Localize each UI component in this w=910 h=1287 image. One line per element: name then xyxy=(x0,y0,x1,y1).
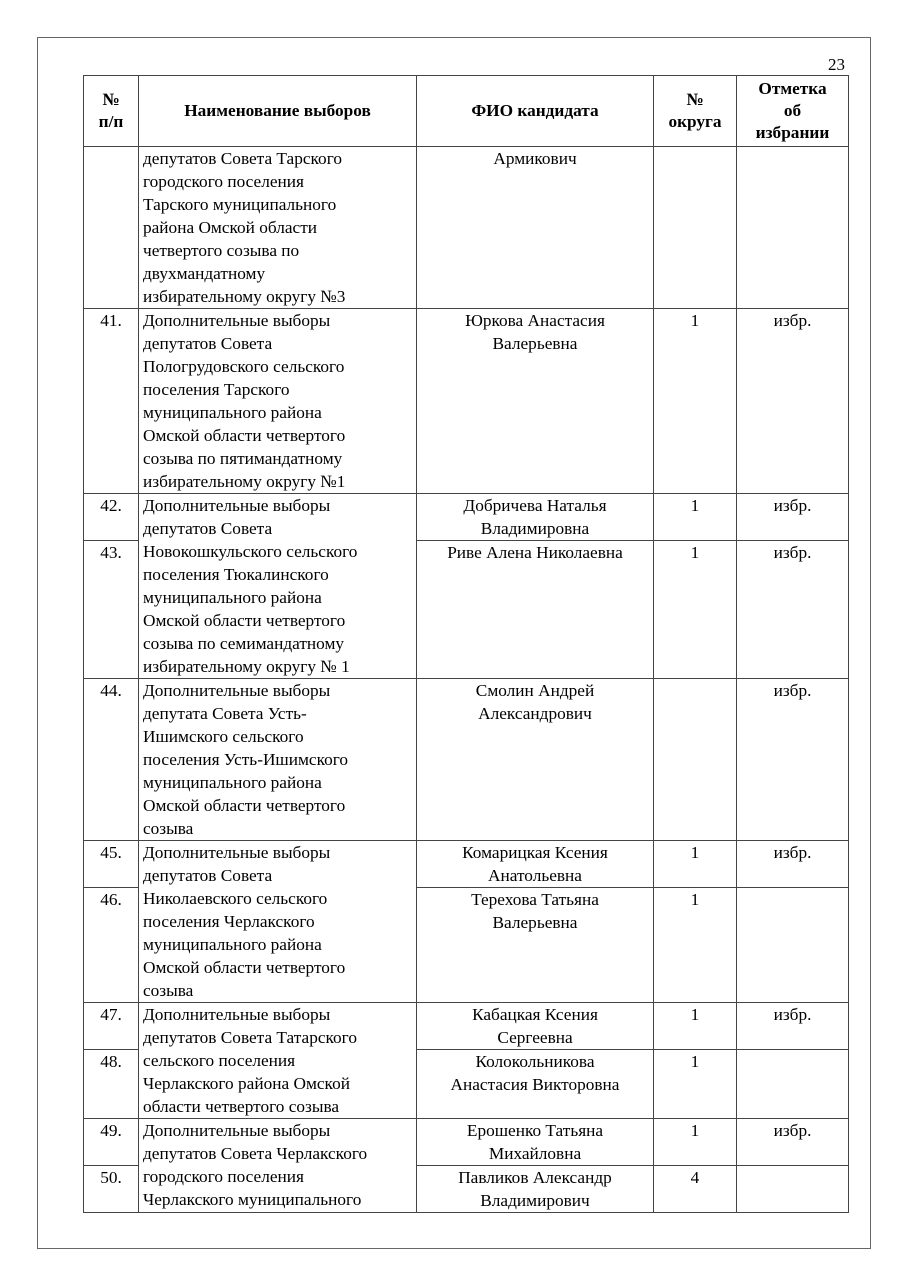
election-name-line: поселения Усть-Ишимского xyxy=(143,750,349,769)
election-mark-cell: избр. xyxy=(737,494,849,541)
candidate-name-line: Комарицкая Ксения xyxy=(462,843,608,862)
district-cell: 1 xyxy=(654,888,737,1003)
election-name-line: Новокошкульского сельского xyxy=(143,542,358,561)
election-mark-cell: избр. xyxy=(737,1119,849,1166)
row-num: 44. xyxy=(84,679,139,841)
table-row xyxy=(84,1119,849,1166)
header-district xyxy=(654,76,737,147)
election-name-cell xyxy=(139,679,417,841)
election-name-line: депутатов Совета xyxy=(143,334,273,353)
district-cell: 1 xyxy=(654,841,737,888)
election-mark-cell: избр. xyxy=(737,679,849,841)
candidate-name-line: Владимировна xyxy=(480,519,590,538)
election-name-line: избирательному округу №3 xyxy=(143,287,346,306)
election-name-line: Омской области четвертого xyxy=(143,611,346,630)
election-mark-cell xyxy=(737,888,849,1003)
election-name-line: поселения Тарского xyxy=(143,380,290,399)
candidate-name-line: Кабацкая Ксения xyxy=(472,1005,598,1024)
row-num: 41. xyxy=(84,309,139,494)
election-name-line: Дополнительные выборы xyxy=(143,311,331,330)
candidate-name-line: Владимирович xyxy=(480,1191,590,1210)
election-results-table xyxy=(83,75,849,1213)
candidate-name-line: Колокольникова xyxy=(475,1052,595,1072)
election-name-line: городского поселения xyxy=(143,1167,304,1186)
candidate-name-line: Павликов Александр xyxy=(458,1168,612,1187)
header-candidate: ФИО кандидата xyxy=(417,76,654,147)
election-name-line: поселения Черлакского xyxy=(143,912,315,931)
election-name-line: муниципального района xyxy=(143,935,322,954)
candidate-cell xyxy=(417,1003,654,1050)
election-name-line: района Омской области xyxy=(143,218,318,237)
district-cell: 1 xyxy=(654,1003,737,1050)
election-name-line: созыва xyxy=(143,819,194,838)
row-num: 45. xyxy=(84,841,139,888)
candidate-cell xyxy=(417,679,654,841)
table-row xyxy=(84,494,849,541)
header-num xyxy=(84,76,139,147)
election-name-line: Дополнительные выборы xyxy=(143,681,331,700)
row-num xyxy=(84,147,139,309)
header-election-mark xyxy=(737,76,849,147)
candidate-name-line: Анастасия Викторовна xyxy=(450,1075,620,1095)
district-cell: 1 xyxy=(654,541,737,679)
election-name-line: депутатов Совета Черлакского xyxy=(143,1144,368,1163)
candidate-name-line: Михайловна xyxy=(488,1144,582,1163)
candidate-name-line: Александрович xyxy=(478,704,592,723)
election-name-line: двухмандатному xyxy=(143,264,266,283)
district-cell: 1 xyxy=(654,494,737,541)
election-name-line: муниципального района xyxy=(143,773,322,792)
page-number: 23 xyxy=(828,55,845,74)
election-name-line: избирательному округу № 1 xyxy=(143,657,350,676)
election-name-line: депутата Совета Усть- xyxy=(143,704,307,723)
row-num: 42. xyxy=(84,494,139,541)
candidate-cell xyxy=(417,1119,654,1166)
candidate-name-line: Риве Алена Николаевна xyxy=(447,543,623,563)
candidate-name-line: Сергеевна xyxy=(497,1028,573,1047)
election-name-line: Пологрудовского сельского xyxy=(143,357,345,376)
election-name-line: Омской области четвертого xyxy=(143,796,346,815)
election-name-cell xyxy=(139,147,417,309)
header-district-line: № xyxy=(686,90,704,109)
election-name-line: депутатов Совета Тарского xyxy=(143,149,342,168)
header-mark-line: Отметка xyxy=(758,79,827,98)
election-name-cell xyxy=(139,494,417,679)
election-name-line: муниципального района xyxy=(143,588,322,607)
election-name-line: Омской области четвертого xyxy=(143,426,346,445)
row-num: 46. xyxy=(84,888,139,1003)
election-name-line: сельского поселения xyxy=(143,1051,296,1070)
header-num-line: п/п xyxy=(98,112,124,131)
district-cell: 4 xyxy=(654,1166,737,1213)
election-mark-cell: избр. xyxy=(737,841,849,888)
election-name-line: избирательному округу №1 xyxy=(143,472,346,491)
district-cell: 1 xyxy=(654,1119,737,1166)
table-row xyxy=(84,841,849,888)
election-name-line: депутатов Совета xyxy=(143,519,273,538)
header-mark-line: избрании xyxy=(755,123,830,142)
candidate-name-line: Добричева Наталья xyxy=(463,496,607,515)
election-name-line: депутатов Совета Татарского xyxy=(143,1028,357,1047)
election-name-cell xyxy=(139,1119,417,1213)
row-num: 48. xyxy=(84,1050,139,1119)
election-name-line: Омской области четвертого xyxy=(143,958,346,977)
election-name-line: Черлакского района Омской xyxy=(143,1074,350,1093)
election-name-line: четвертого созыва по xyxy=(143,241,300,260)
candidate-cell xyxy=(417,888,654,1003)
election-name-line: муниципального района xyxy=(143,403,322,422)
row-num: 50. xyxy=(84,1166,139,1213)
election-name-line: Черлакского муниципального xyxy=(143,1190,362,1209)
table-row xyxy=(84,1003,849,1050)
candidate-cell xyxy=(417,541,654,679)
candidate-name-line: Терехова Татьяна xyxy=(471,890,599,910)
election-name-line: созыва по пятимандатному xyxy=(143,449,343,468)
table-row xyxy=(84,679,849,841)
candidate-cell xyxy=(417,1166,654,1213)
header-num-line: № xyxy=(102,90,120,109)
district-cell: 1 xyxy=(654,1050,737,1119)
election-name-line: поселения Тюкалинского xyxy=(143,565,329,584)
candidate-name-line: Смолин Андрей xyxy=(475,681,595,700)
election-name-line: Дополнительные выборы xyxy=(143,1005,331,1024)
candidate-name-line: Армикович xyxy=(493,149,577,168)
election-name-line: Николаевского сельского xyxy=(143,889,328,908)
row-num: 49. xyxy=(84,1119,139,1166)
election-mark-cell: избр. xyxy=(737,309,849,494)
table-row xyxy=(84,309,849,494)
election-name-line: городского поселения xyxy=(143,172,304,191)
row-num: 43. xyxy=(84,541,139,679)
district-cell xyxy=(654,147,737,309)
election-name-line: Дополнительные выборы xyxy=(143,843,331,862)
election-mark-cell: избр. xyxy=(737,541,849,679)
candidate-cell xyxy=(417,841,654,888)
candidate-name-line: Валерьевна xyxy=(492,334,578,353)
candidate-cell xyxy=(417,309,654,494)
election-mark-cell xyxy=(737,1050,849,1119)
row-num: 47. xyxy=(84,1003,139,1050)
candidate-name-line: Анатольевна xyxy=(488,866,582,885)
election-name-cell xyxy=(139,1003,417,1119)
candidate-name-line: Ерошенко Татьяна xyxy=(466,1121,604,1140)
header-mark-line: об xyxy=(783,101,802,120)
table-header-row xyxy=(84,76,849,147)
candidate-name-line: Юркова Анастасия xyxy=(465,311,605,330)
election-name-line: Тарского муниципального xyxy=(143,195,337,214)
election-name-cell xyxy=(139,841,417,1003)
election-name-line: области четвертого созыва xyxy=(143,1097,340,1116)
candidate-cell xyxy=(417,1050,654,1119)
election-name-line: депутатов Совета xyxy=(143,866,273,885)
election-name-line: созыва xyxy=(143,981,194,1000)
candidate-cell xyxy=(417,494,654,541)
candidate-name-line: Валерьевна xyxy=(492,913,578,933)
election-mark-cell xyxy=(737,1166,849,1213)
election-name-line: Дополнительные выборы xyxy=(143,1121,331,1140)
district-cell: 1 xyxy=(654,309,737,494)
election-name-cell xyxy=(139,309,417,494)
election-mark-cell: избр. xyxy=(737,1003,849,1050)
election-name-line: созыва по семимандатному xyxy=(143,634,345,653)
election-name-line: Дополнительные выборы xyxy=(143,496,331,515)
candidate-cell xyxy=(417,147,654,309)
header-election-name: Наименование выборов xyxy=(139,76,417,147)
district-cell xyxy=(654,679,737,841)
election-mark-cell xyxy=(737,147,849,309)
table-row xyxy=(84,147,849,309)
header-district-line: округа xyxy=(668,112,722,131)
election-name-line: Ишимского сельского xyxy=(143,727,304,746)
